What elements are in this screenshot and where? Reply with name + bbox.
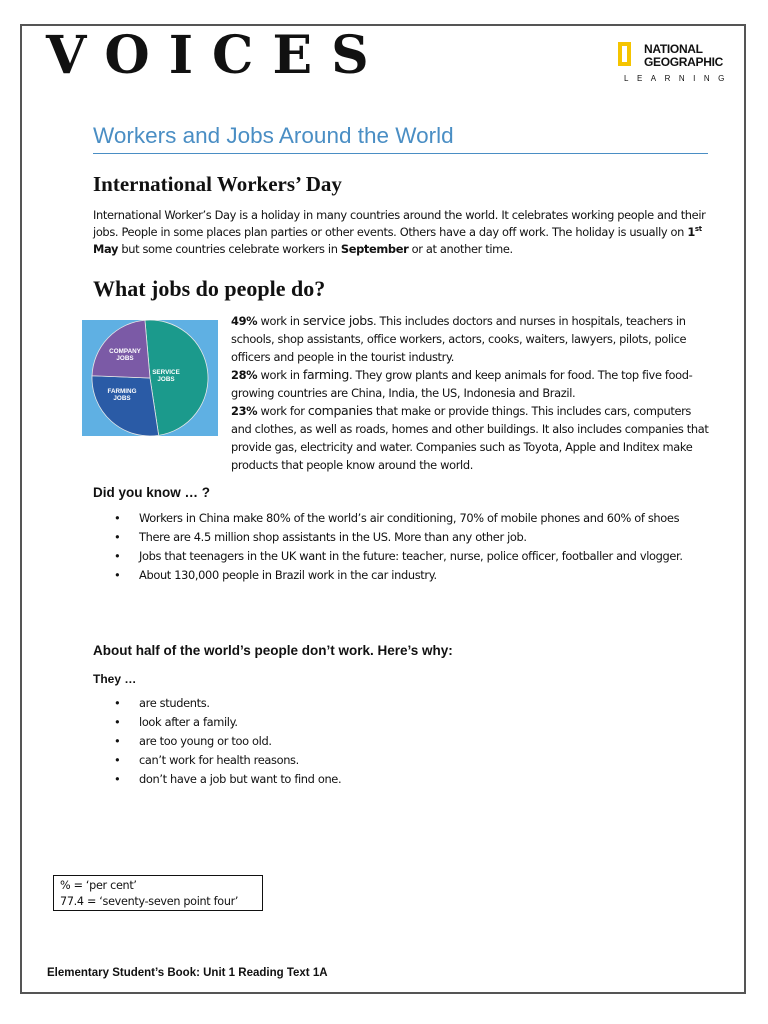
logo-line-2: GEOGRAPHIC (644, 55, 724, 69)
list-item: • are students. (93, 695, 693, 713)
list-item: • can’t work for health reasons. (93, 752, 693, 770)
page-border (20, 24, 746, 994)
list-item: • Jobs that teenagers in the UK want in the future: teacher, nurse, police officer, footballer and vlogger. (93, 548, 693, 566)
workers-day-paragraph: International Worker’s Day is a holiday in many countries around the world. It celebrates working people and their jobs. People in some places plan parties or other events. Others have a day off work. The holiday is usually on 1st May but some countries celebrate workers in September or at another time. (93, 208, 706, 256)
bullet-icon: • (114, 549, 121, 563)
bullet-icon: • (114, 530, 121, 544)
bullet-icon: • (114, 696, 121, 710)
page-subtitle: Workers and Jobs Around the World (93, 124, 708, 154)
list-item: • look after a family. (93, 714, 693, 732)
section-heading-jobs: What jobs do people do? (93, 276, 326, 301)
bullet-icon: • (114, 511, 121, 525)
bullet-icon: • (114, 715, 121, 729)
bullet-icon: • (114, 772, 121, 786)
section-heading-workers-day: International Workers’ Day (93, 172, 342, 196)
did-you-know-heading: Did you know … ? (93, 485, 210, 500)
national-geographic-logo (618, 42, 733, 86)
bullet-icon: • (114, 734, 121, 748)
definition-percent: % = ‘per cent’ (60, 879, 137, 892)
jobs-description (231, 312, 711, 474)
logo-line-3: LEARNING (624, 74, 733, 83)
farming-jobs-text: 28% work in farming. They grow plants and keep animals for food. The top five food-growing countries are China, India, the US, Indonesia and Brazil. (231, 367, 693, 400)
jobs-pie-chart (82, 320, 218, 436)
service-jobs-text: 49% work in service jobs. This includes doctors and nurses in hospitals, teachers in schools, shop assistants, office workers, actors, cooks, waiters, lawyers, pilots, police officers and people in the tourist industry. (231, 313, 687, 364)
list-item: • don’t have a job but want to find one. (93, 771, 693, 789)
voices-title: VOICES (46, 25, 388, 86)
pie-label-farming: FARMING JOBS (107, 388, 137, 402)
bullet-icon: • (114, 568, 121, 582)
list-item: • About 130,000 people in Brazil work in the car industry. (93, 567, 693, 585)
list-item: • There are 4.5 million shop assistants in the US. More than any other job. (93, 529, 693, 547)
bullet-icon: • (114, 753, 121, 767)
definition-box (53, 875, 263, 911)
pie-label-company: COMPANY JOBS (109, 348, 141, 362)
company-jobs-text: 23% work for companies that make or provide things. This includes cars, computers and clothes, as well as roads, homes and other buildings. It also includes companies that provide gas, electricity and water. Companies such as Toyota, Apple and Inditex make products that people know around the world. (231, 403, 709, 472)
reasons-list (93, 695, 693, 790)
logo-line-1: NATIONAL (644, 42, 703, 56)
definition-decimal: 77.4 = ‘seventy-seven point four’ (60, 894, 239, 908)
list-item: • Workers in China make 80% of the world’s air conditioning, 70% of mobile phones and 60% of shoes (93, 510, 693, 528)
pie-label-service: SERVICE JOBS (152, 369, 180, 383)
yellow-border-icon (618, 42, 631, 66)
did-you-know-list (93, 510, 693, 586)
they-label: They … (93, 672, 137, 686)
page-footer: Elementary Student’s Book: Unit 1 Reading Text 1A (47, 967, 328, 979)
list-item: • are too young or too old. (93, 733, 693, 751)
about-half-heading: About half of the world’s people don’t work. Here’s why: (93, 643, 453, 658)
